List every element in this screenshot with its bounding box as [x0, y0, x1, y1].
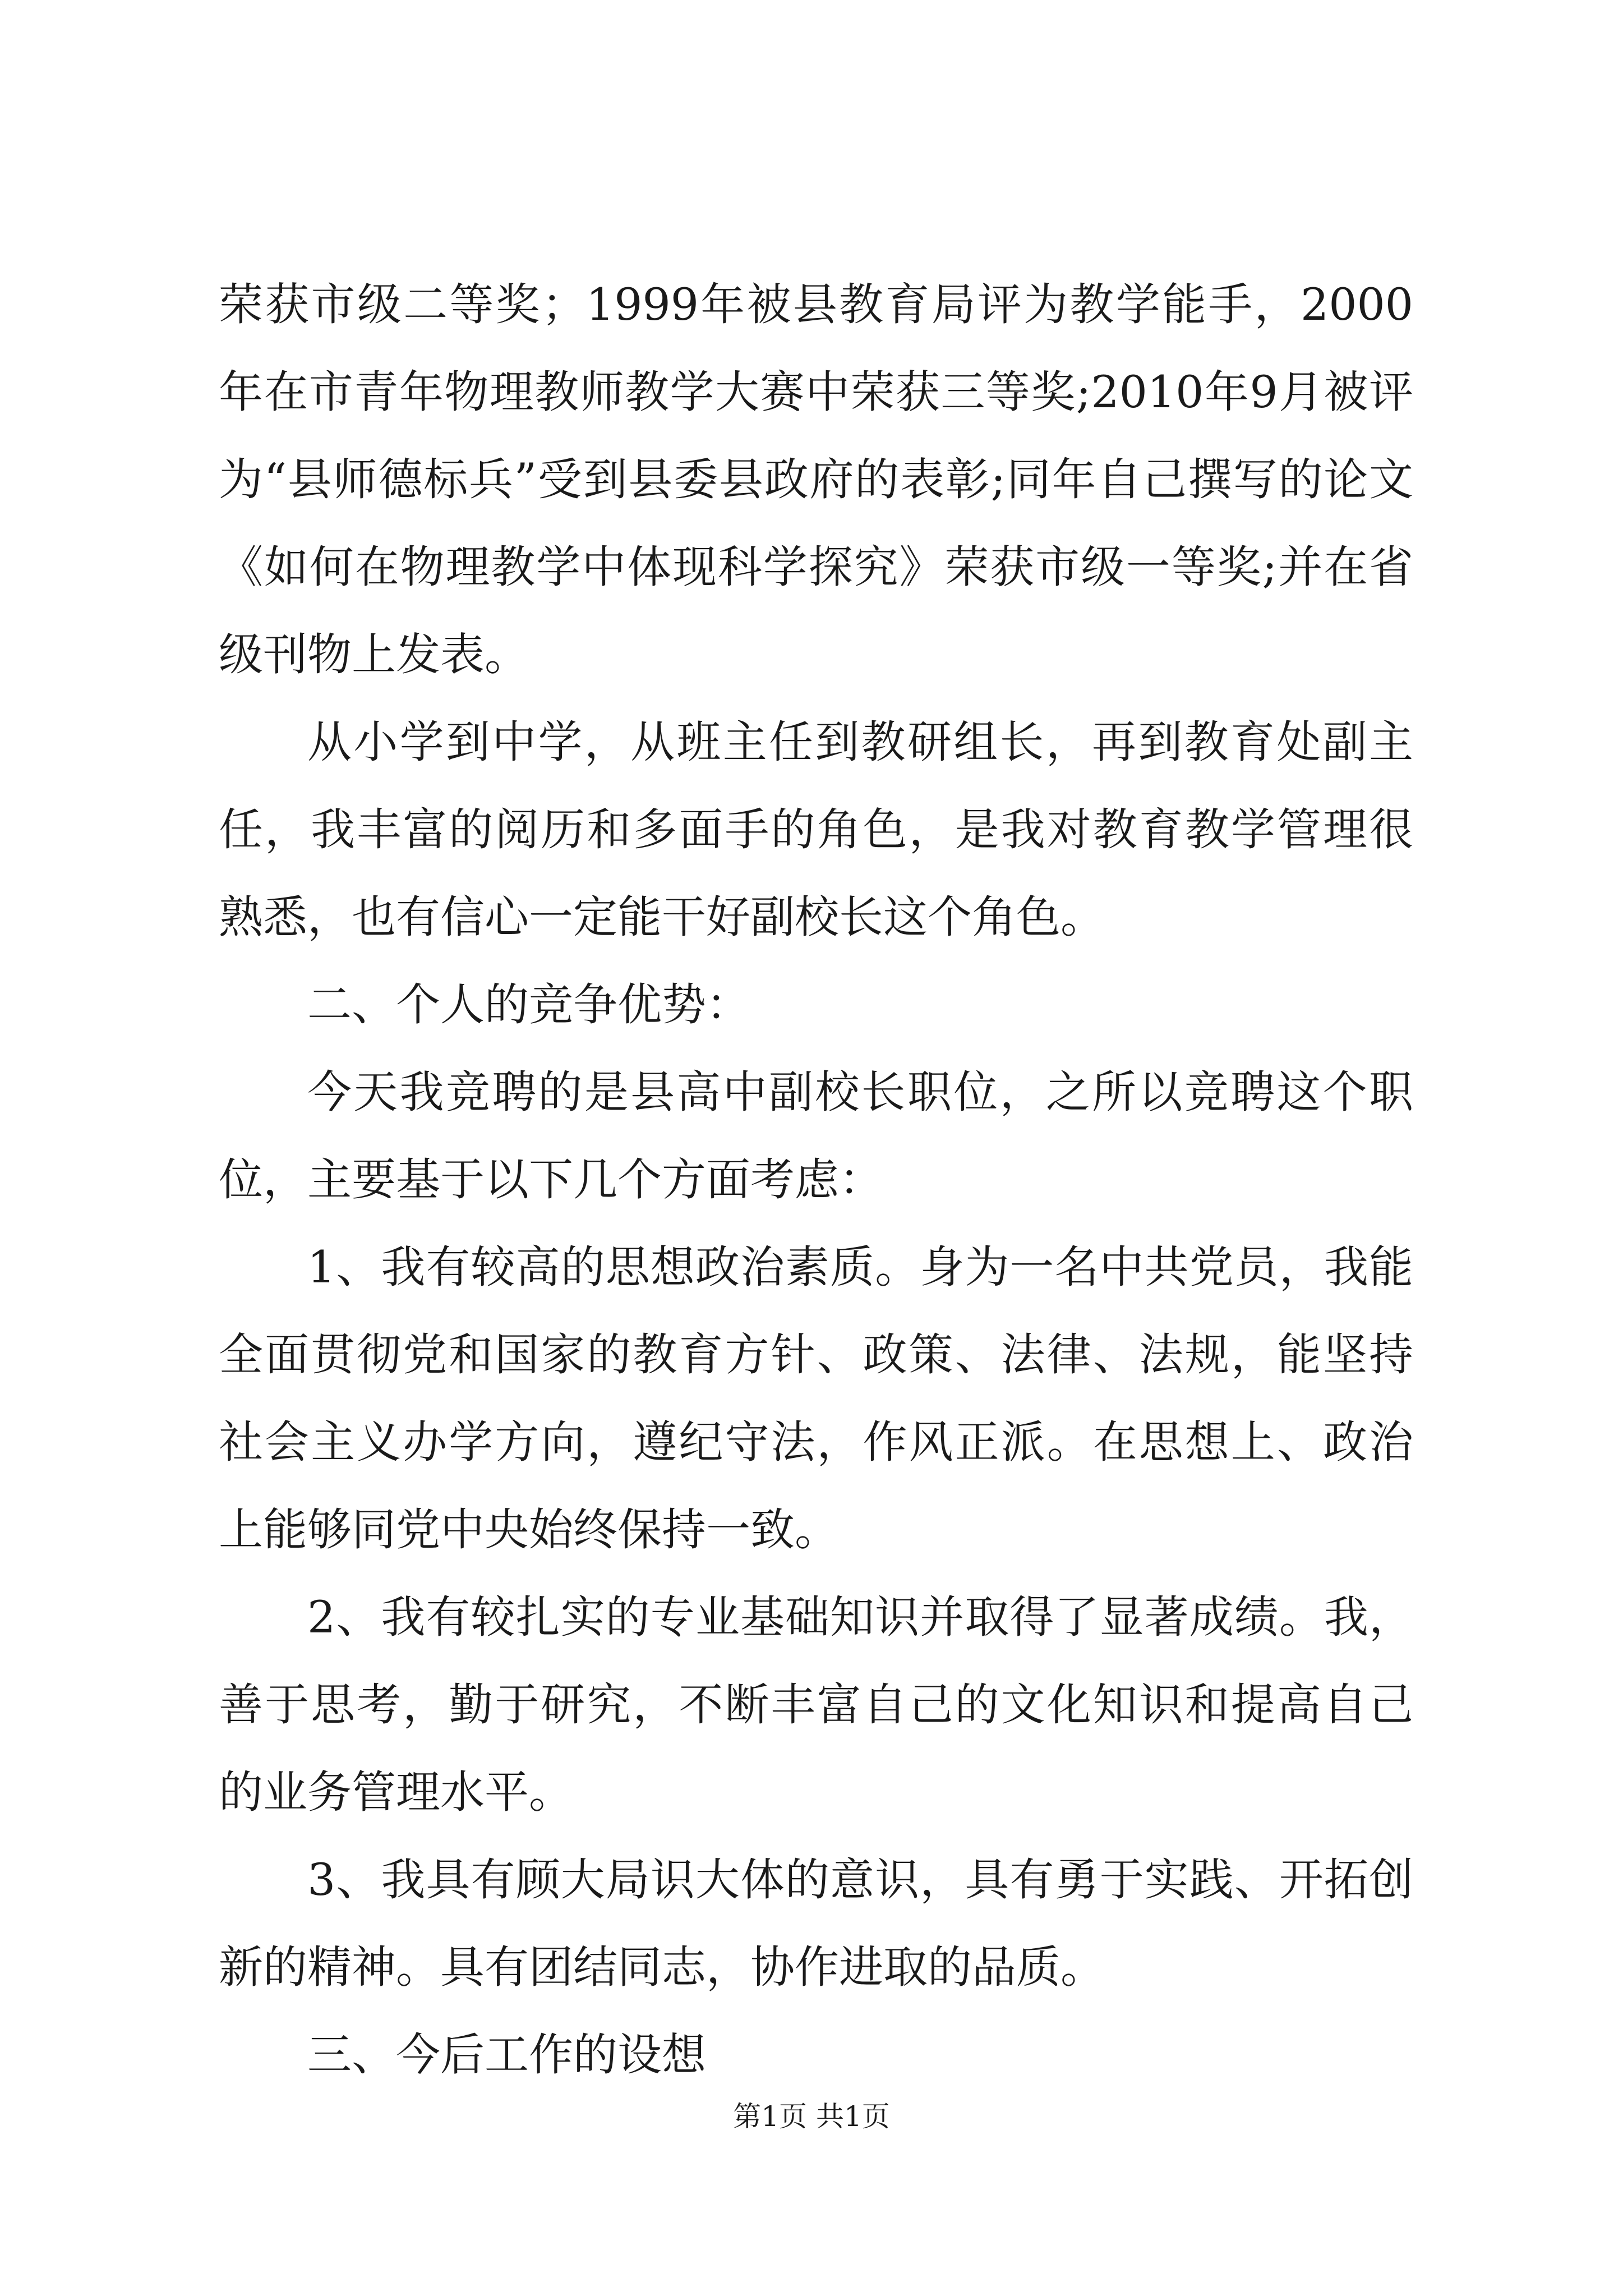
paragraph-1: 荣获市级二等奖；1999年被县教育局评为教学能手，2000年在市青年物理教师教学大赛中荣获三等奖;2010年9月被评为“县师德标兵”受到县委县政府的表彰;同年自己撰写的论文《如何在物理教学中体现科学探究》荣获市级一等奖;并在省级刊物上发表。 — [219, 279, 1413, 680]
section-heading-competitive-advantages: 二、个人的竞争优势： — [307, 979, 750, 1030]
body-text — [219, 261, 1413, 2099]
paragraph-point-1: 1、我有较高的思想政治素质。身为一名中共党员，我能全面贯彻党和国家的教育方针、政策、法律、法规，能坚持社会主义办学方向，遵纪守法，作风正派。在思想上、政治上能够同党中央始终保持一致。 — [219, 1241, 1413, 1556]
page-footer — [0, 2097, 1623, 2136]
paragraph-point-2: 2、我有较扎实的专业基础知识并取得了显著成绩。我，善于思考，勤于研究，不断丰富自己的文化知识和提高自己的业务管理水平。 — [219, 1591, 1413, 1818]
paragraph-3: 今天我竞聘的是县高中副校长职位，之所以竞聘这个职位，主要基于以下几个方面考虑： — [219, 1066, 1413, 1205]
section-heading-future-plans: 三、今后工作的设想 — [307, 2029, 706, 2081]
paragraph-2: 从小学到中学，从班主任到教研组长，再到教育处副主任，我丰富的阅历和多面手的角色，是我对教育教学管理很熟悉，也有信心一定能干好副校长这个角色。 — [219, 716, 1413, 943]
paragraph-point-3: 3、我具有顾大局识大体的意识，具有勇于实践、开拓创新的精神。具有团结同志，协作进取的品质。 — [219, 1854, 1413, 1993]
page-number-label: 第1页 共1页 — [733, 2100, 890, 2133]
